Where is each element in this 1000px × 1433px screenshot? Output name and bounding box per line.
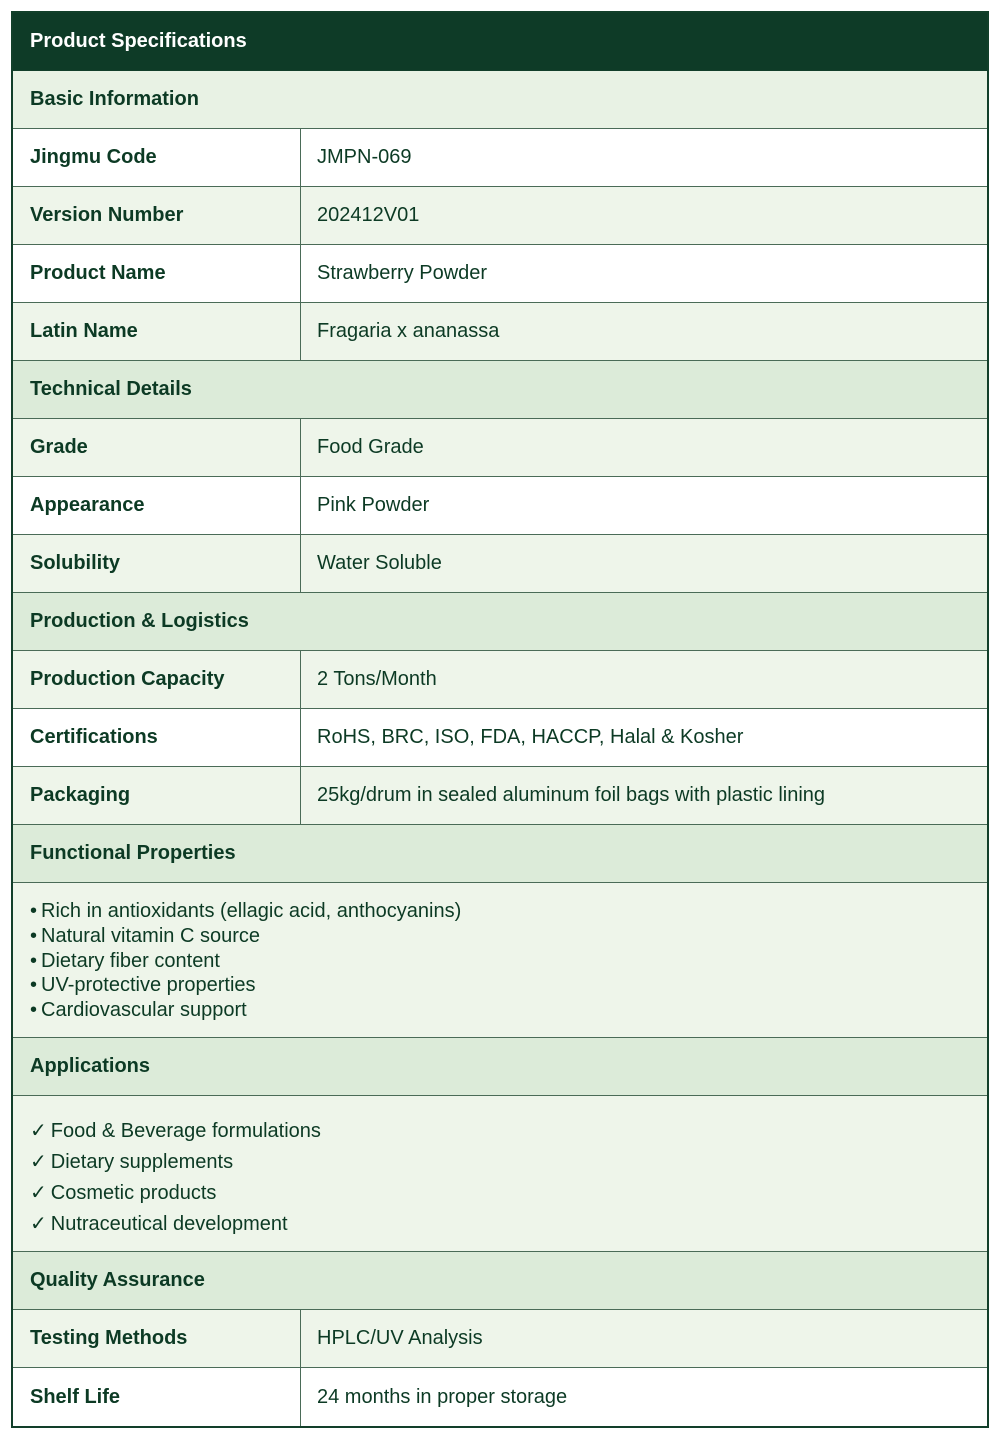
list-item-text: Dietary fiber content <box>41 949 220 972</box>
bullet-icon: • <box>30 974 38 997</box>
row-value: 202412V01 <box>317 204 420 226</box>
list-item <box>30 998 987 1023</box>
row-value: Strawberry Powder <box>317 262 488 284</box>
row-value: 25kg/drum in sealed aluminum foil bags with plastic lining <box>317 784 826 806</box>
bullet-icon: • <box>30 924 38 947</box>
list-item <box>30 973 987 998</box>
list-item-text: Cosmetic products <box>50 1182 217 1204</box>
section-heading-basic: Basic Information <box>13 71 987 129</box>
checkmark-icon: ✓ <box>30 1182 47 1204</box>
row-label: Packaging <box>13 767 301 824</box>
row-label: Production Capacity <box>13 651 301 708</box>
list-item-text: Food & Beverage formulations <box>50 1120 321 1142</box>
section-heading-quality: Quality Assurance <box>13 1252 987 1310</box>
table-row <box>13 187 987 245</box>
row-label: Testing Methods <box>13 1310 301 1367</box>
section-heading-production: Production & Logistics <box>13 593 987 651</box>
list-item-text: Cardiovascular support <box>41 999 247 1022</box>
row-value: Water Soluble <box>317 552 442 574</box>
table-row <box>13 1310 987 1368</box>
section-heading-applications: Applications <box>13 1038 987 1096</box>
row-label: Latin Name <box>13 303 301 360</box>
table-row <box>13 477 987 535</box>
list-item <box>30 1209 987 1240</box>
functional-properties-list <box>13 883 987 1038</box>
table-row <box>13 651 987 709</box>
list-item <box>30 1116 987 1147</box>
list-item <box>30 1147 987 1178</box>
row-label: Jingmu Code <box>13 129 301 186</box>
table-row <box>13 709 987 767</box>
checkmark-icon: ✓ <box>30 1120 47 1142</box>
checkmark-icon: ✓ <box>30 1151 47 1173</box>
row-value: Food Grade <box>317 436 424 458</box>
list-item-text: Nutraceutical development <box>50 1213 288 1235</box>
list-item <box>30 1178 987 1209</box>
table-row <box>13 767 987 825</box>
list-item-text: Rich in antioxidants (ellagic acid, anthocyanins) <box>41 900 462 922</box>
bullet-icon: • <box>30 900 38 922</box>
list-item <box>30 949 987 974</box>
table-row <box>13 303 987 361</box>
table-row <box>13 1368 987 1426</box>
list-item-text: UV-protective properties <box>41 974 256 997</box>
checkmark-icon: ✓ <box>30 1213 47 1235</box>
bullet-icon: • <box>30 949 38 972</box>
row-value: Fragaria x ananassa <box>317 320 500 342</box>
list-item-text: Dietary supplements <box>50 1151 234 1173</box>
row-value: Pink Powder <box>317 494 430 516</box>
list-item-text: Natural vitamin C source <box>41 924 260 947</box>
row-value: 24 months in proper storage <box>317 1385 568 1408</box>
table-title: Product Specifications <box>13 13 987 71</box>
row-label: Version Number <box>13 187 301 244</box>
row-value: HPLC/UV Analysis <box>317 1327 483 1349</box>
row-label: Appearance <box>13 477 301 534</box>
list-item <box>30 924 987 949</box>
table-row <box>13 129 987 187</box>
section-heading-functional: Functional Properties <box>13 825 987 883</box>
row-label: Certifications <box>13 709 301 766</box>
bullet-icon: • <box>30 999 38 1022</box>
table-row <box>13 535 987 593</box>
row-label: Shelf Life <box>13 1368 301 1426</box>
row-value: JMPN-069 <box>317 146 412 168</box>
row-value: RoHS, BRC, ISO, FDA, HACCP, Halal & Kosher <box>317 726 744 748</box>
table-row <box>13 419 987 477</box>
row-label: Product Name <box>13 245 301 302</box>
row-label: Grade <box>13 419 301 476</box>
list-item <box>30 899 987 924</box>
section-heading-technical: Technical Details <box>13 361 987 419</box>
applications-list <box>13 1096 987 1252</box>
row-label: Solubility <box>13 535 301 592</box>
product-spec-table <box>11 11 989 1428</box>
row-value: 2 Tons/Month <box>317 668 437 690</box>
table-row <box>13 245 987 303</box>
